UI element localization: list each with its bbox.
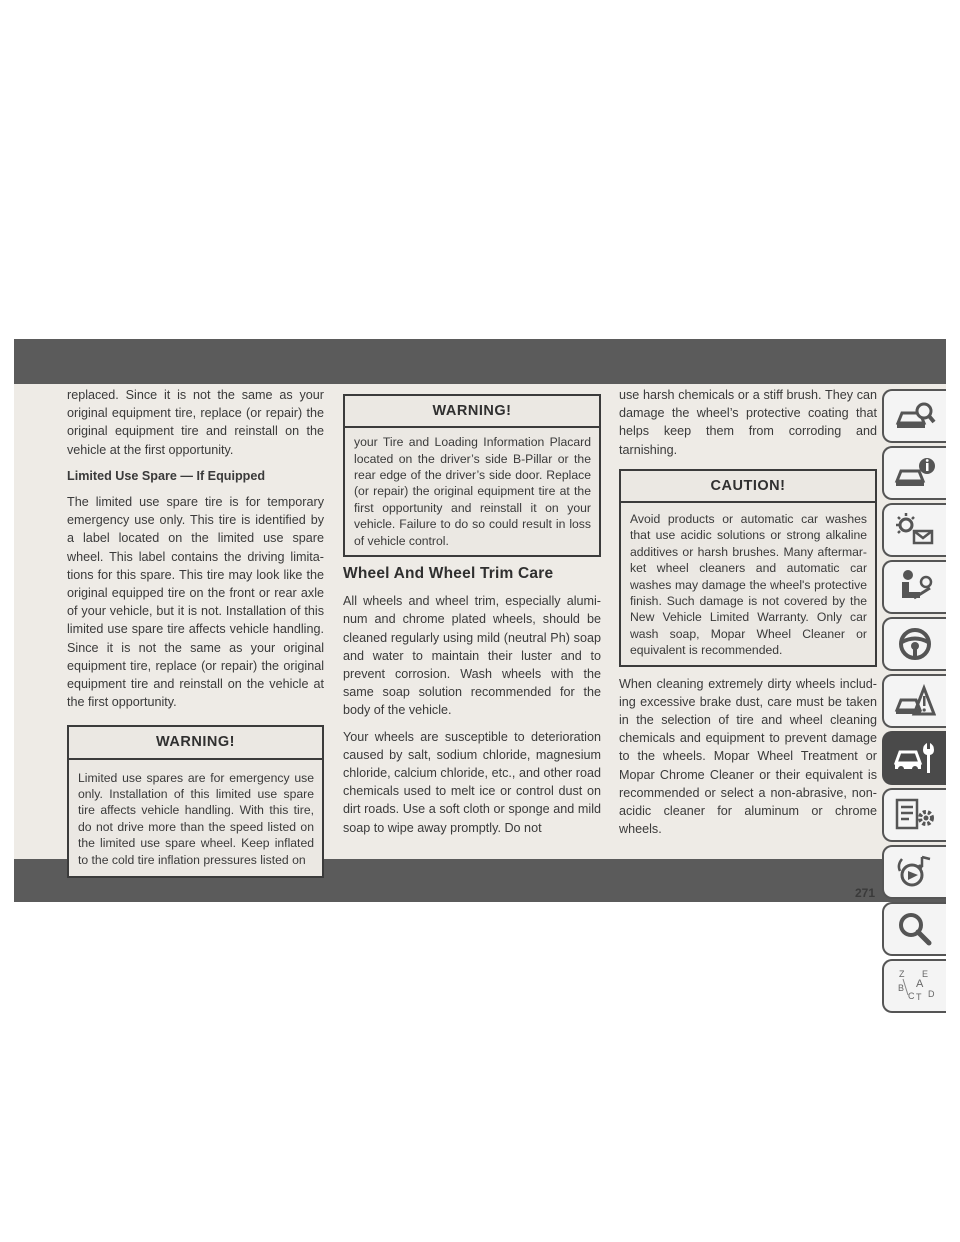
warning-box <box>67 725 324 878</box>
warning-text: Limited use spares are for emergency use only. Installation of this limited use spare tire affects vehicle handling. With this tire, do not drive more than the speed listed on the limited use spare wheel. Keep inflated to the cold tire inflation pressures listed on <box>78 770 314 867</box>
tab-roadside-warning[interactable] <box>882 674 946 728</box>
subheading-limited-use-spare: Limited Use Spare — If Equipped <box>67 468 266 483</box>
page-number: 271 <box>855 886 876 900</box>
warning-text: your Tire and Loading Information Placard located on the driver’s side B-Pillar or the rear edge of the driver’s side door. Replace (or repair) the original equipment tire at the first opportunity and reinstall it on your vehicle. Failure to do so could result in loss of vehicle control. <box>354 435 591 548</box>
steering-wheel-icon <box>894 625 936 663</box>
caution-title: CAUTION! <box>621 471 875 503</box>
index-letter: A <box>916 978 924 990</box>
tab-seat-airbag[interactable] <box>882 560 946 614</box>
tab-multimedia[interactable] <box>882 845 946 899</box>
paragraph: replaced. Since it is not the same as your original equipment tire, replace (or repair) the original equipment tire and reinstall on the vehicle at the first opportunity. <box>67 388 324 457</box>
tab-car-wrench[interactable] <box>882 731 946 785</box>
warning-title: WARNING! <box>345 396 599 428</box>
caution-text: Avoid products or automatic car washes that use acidic solutions or strong alkaline additives or harsh brushes. Many aftermar-ket wheel cleaners and automatic car washes may damage the wheel's protective finish. Such damage is not covered by the New Vehicle Limited Warranty. Only car wash soap, Mopar Wheel Cleaner or equivalent is recommended. <box>630 512 867 658</box>
column-3 <box>619 386 877 847</box>
warning-title: WARNING! <box>69 727 322 759</box>
header-band <box>14 339 946 384</box>
paragraph: Your wheels are susceptible to deterioration caused by salt, sodium chloride, magnesium chloride, calcium chloride, etc., and other road chemicals used to melt ice or control dust on dirt roads. Use a soft cloth or sponge and mild soap to wipe away promptly. Do not <box>343 729 601 835</box>
column-2 <box>343 394 601 845</box>
index-letter: Z <box>899 969 905 979</box>
column-1 <box>67 386 324 886</box>
index-letter: E <box>922 969 929 979</box>
index-letters-icon <box>894 967 936 1005</box>
caution-box <box>619 469 877 667</box>
specifications-gear-icon <box>894 796 936 834</box>
paragraph: When cleaning extremely dirty wheels includ-ing excessive brake dust, care must be taken in the selection of tire and wheel cleaning chemicals and equipment to prevent damage to the wheels. Mopar Wheel Treatment or Mopar Chrome Cleaner or their equivalent is recommended or select a non-abrasive, non-acidic cleaner for aluminum or chrome wheels. <box>619 676 877 837</box>
warning-box <box>343 394 601 557</box>
index-letter: T <box>916 992 922 1002</box>
chapter-tabs <box>882 389 946 1016</box>
seat-airbag-icon <box>894 568 936 606</box>
tab-index[interactable] <box>882 959 946 1013</box>
tab-specifications[interactable] <box>882 788 946 842</box>
tab-car-info[interactable] <box>882 446 946 500</box>
multimedia-icon <box>894 853 936 891</box>
tab-warning-lights[interactable] <box>882 503 946 557</box>
tab-car-search[interactable] <box>882 389 946 443</box>
car-info-icon <box>894 454 936 492</box>
roadside-warning-icon <box>894 682 936 720</box>
paragraph: use harsh chemicals or a stiff brush. They can damage the wheel’s protective coating that helps keep them from corroding and tarnishing. <box>619 388 877 457</box>
paragraph: The limited use spare tire is for temporary emergency use only. This tire is identified by a label located on the limited use spare wheel. This label contains the driving limita-tions for this spare. This tire may look like the original equipped tire on the front or rear axle of your vehicle, but it is not. Installation of this limited use spare tire affects vehicle handling. Since it is not the same as your original equipment tire, replace (or repair) the original equipment tire and reinstall on the vehicle at the first opportunity. <box>67 495 324 710</box>
section-heading: Wheel And Wheel Trim Care <box>343 565 554 583</box>
car-wrench-icon <box>894 739 936 777</box>
car-search-icon <box>894 397 936 435</box>
tab-steering-wheel[interactable] <box>882 617 946 671</box>
paragraph: All wheels and wheel trim, especially alumi-num and chrome plated wheels, should be cleaned regularly using mild (neutral Ph) soap and water to maintain their luster and to prevent corrosion. Wash wheels with the same soap solution recommended for the body of the vehicle. <box>343 594 601 718</box>
index-letter: C <box>908 991 915 1001</box>
warning-lights-message-icon <box>894 511 936 549</box>
tab-search[interactable] <box>882 902 946 956</box>
index-letter: B <box>898 983 905 993</box>
search-icon <box>894 910 936 948</box>
index-letter: D <box>928 989 935 999</box>
